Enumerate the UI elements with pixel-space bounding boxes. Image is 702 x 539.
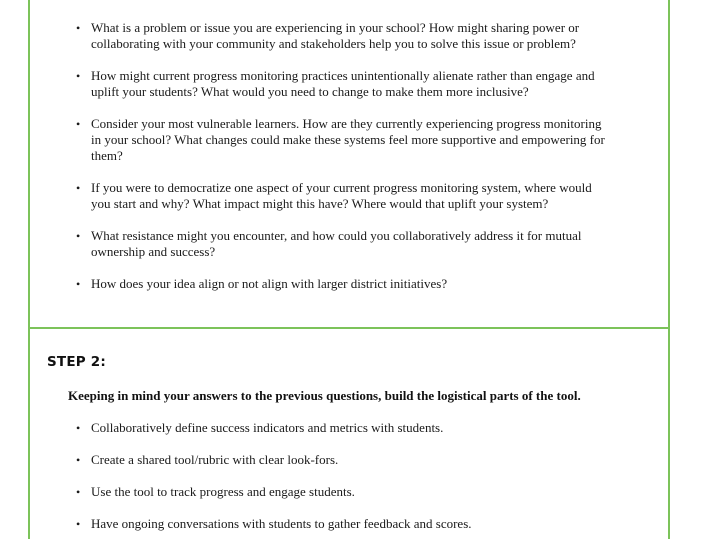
- bullet-icon: •: [76, 421, 81, 435]
- list-item: [76, 180, 611, 212]
- item-text: Have ongoing conversations with students to gather feedback and scores.: [91, 516, 472, 531]
- item-text: Collaboratively define success indicators and metrics with students.: [91, 420, 444, 435]
- question-text: Consider your most vulnerable learners. How are they currently experiencing progress monitoring in your school? What changes could make these systems feel more supportive and empowering for them?: [91, 116, 605, 163]
- bullet-icon: •: [76, 21, 81, 35]
- bullet-icon: •: [76, 485, 81, 499]
- bullet-icon: •: [76, 69, 81, 83]
- bullet-icon: •: [76, 453, 81, 467]
- question-text: What is a problem or issue you are experiencing in your school? How might sharing power or collaborating with your community and stakeholders help you to solve this issue or problem?: [91, 20, 580, 51]
- item-text: Create a shared tool/rubric with clear look-fors.: [91, 452, 339, 467]
- list-item: [76, 420, 611, 436]
- bullet-icon: •: [76, 117, 81, 131]
- list-item: [76, 516, 611, 532]
- bullet-icon: •: [76, 229, 81, 243]
- bullet-icon: •: [76, 277, 81, 291]
- bullet-icon: •: [76, 517, 81, 531]
- list-item: [76, 452, 611, 468]
- bullet-icon: •: [76, 181, 81, 195]
- question-text: How might current progress monitoring practices unintentionally alienate rather than engage and uplift your students? What would you need to change to make them more inclusive?: [91, 68, 595, 99]
- step2-lead: Keeping in mind your answers to the previous questions, build the logistical parts of the tool.: [68, 388, 581, 403]
- list-item: [76, 68, 611, 100]
- item-text: Use the tool to track progress and engage students.: [91, 484, 355, 499]
- list-item: [76, 116, 611, 164]
- list-item: [76, 20, 611, 52]
- list-item: [76, 276, 611, 292]
- question-text: What resistance might you encounter, and how could you collaboratively address it for mutual ownership and success?: [91, 228, 582, 259]
- step2-heading: STEP 2:: [47, 354, 106, 370]
- question-text: If you were to democratize one aspect of your current progress monitoring system, where would you start and why? What impact might this have? Where would that uplift your system?: [91, 180, 592, 211]
- question-text: How does your idea align or not align with larger district initiatives?: [91, 276, 448, 291]
- list-item: [76, 228, 611, 260]
- list-item: [76, 484, 611, 500]
